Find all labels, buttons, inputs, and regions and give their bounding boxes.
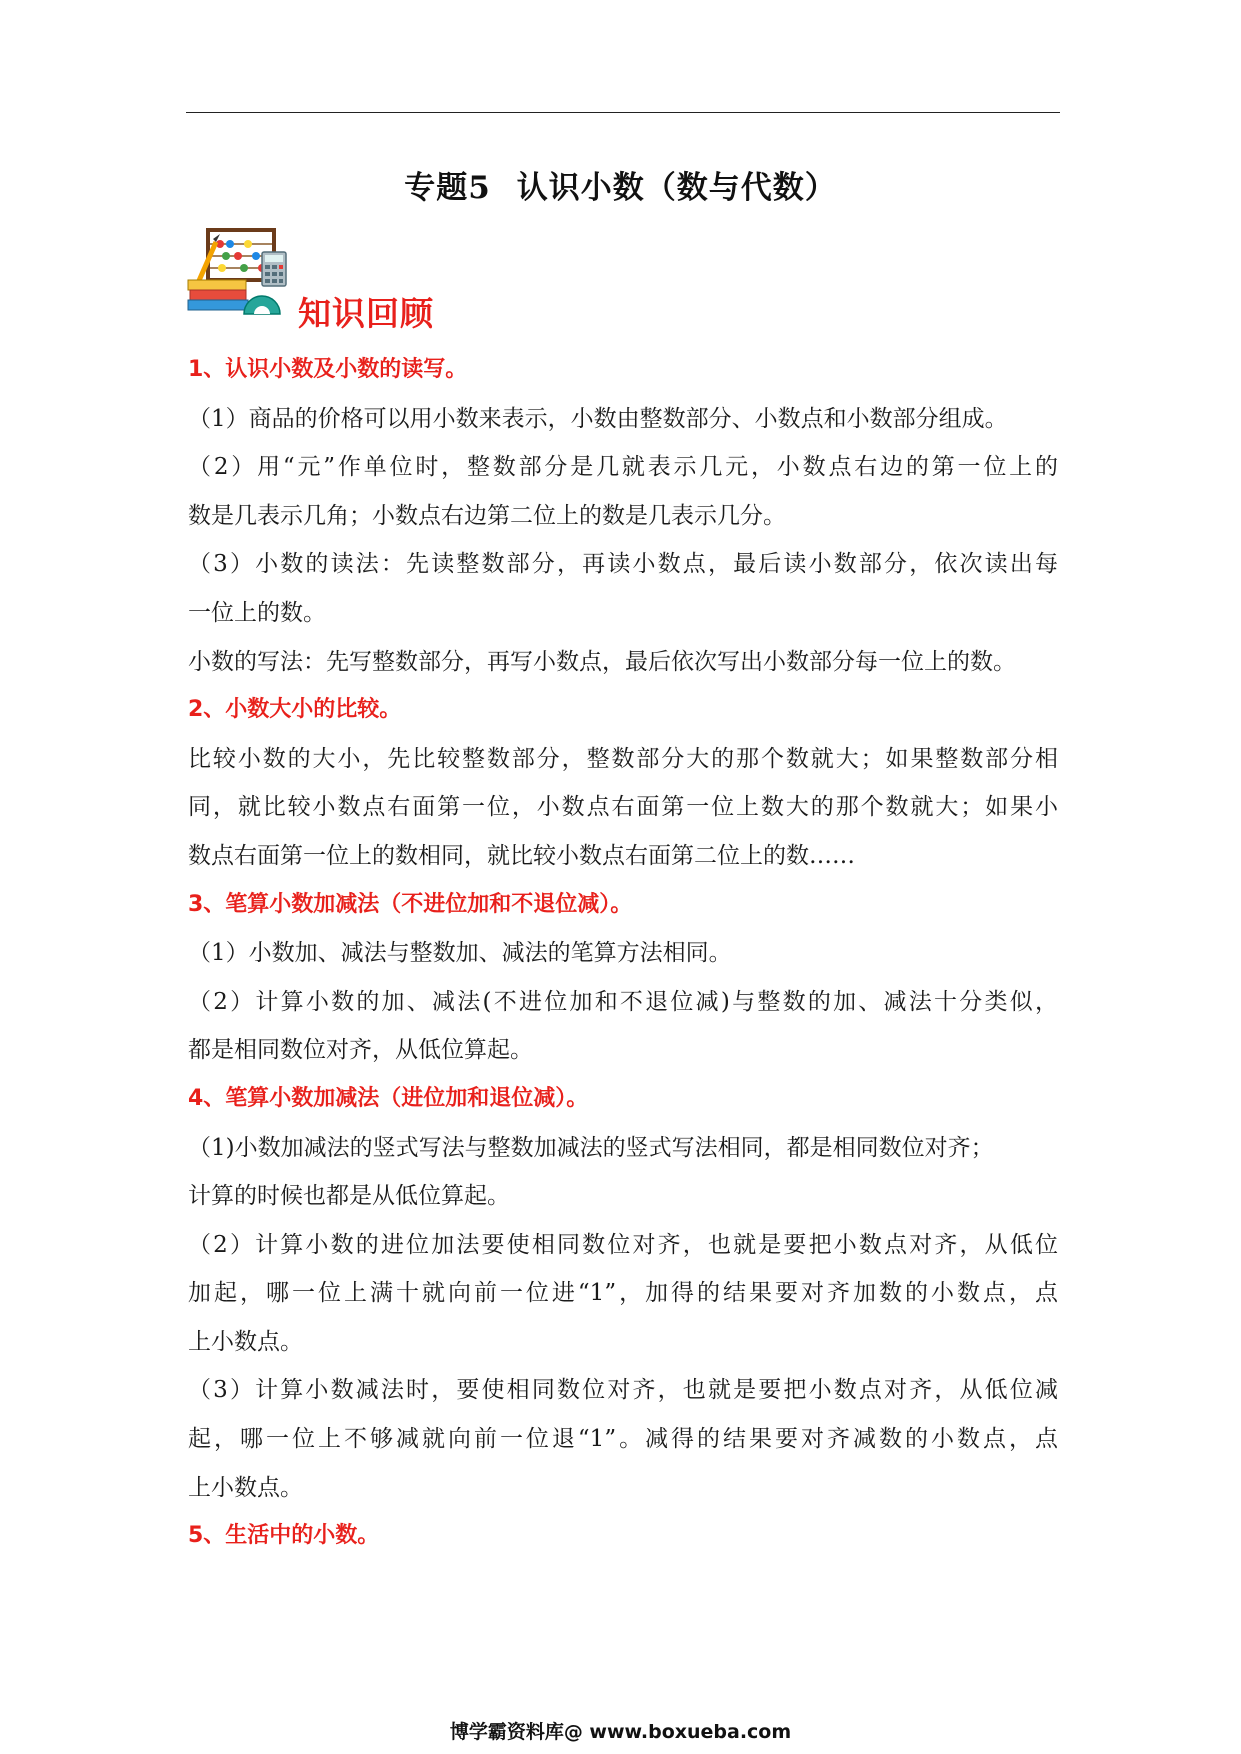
body-line: 数点右面第一位上的数相同，就比较小数点右面第二位上的数……	[188, 842, 855, 869]
section-heading: 3、笔算小数加减法（不进位加和不退位减）。	[188, 891, 633, 917]
section-heading: 1、认识小数及小数的读写。	[188, 357, 468, 382]
page-title	[0, 162, 1241, 207]
section-label: 知识回顾	[298, 294, 434, 333]
body-line: （1）小数加、减法与整数加、减法的笔算方法相同。	[188, 940, 732, 967]
body-line: （2）计算小数的进位加法要使相同数位对齐，也就是要把小数点对齐，从低位	[188, 1231, 1058, 1258]
body-line: 一位上的数。	[188, 599, 326, 626]
body-line: （2）计算小数的加、减法(不进位加和不退位减)与整数的加、减法十分类似，	[188, 988, 1058, 1015]
body-line: 起，哪一位上不够减就向前一位退“1”。减得的结果要对齐减数的小数点，点	[188, 1426, 1058, 1453]
knowledge-content	[188, 346, 1058, 1561]
body-line: 上小数点。	[188, 1328, 303, 1355]
section-header	[186, 222, 486, 332]
body-line: （3）计算小数减法时，要使相同数位对齐，也就是要把小数点对齐，从低位减	[188, 1377, 1058, 1404]
abacus-books-calculator-icon	[186, 222, 298, 322]
body-line: 上小数点。	[188, 1474, 303, 1501]
title-name: 认识小数（数与代数）	[516, 170, 837, 206]
body-line: 比较小数的大小，先比较整数部分，整数部分大的那个数就大；如果整数部分相	[188, 745, 1058, 772]
section-heading: 4、笔算小数加减法（进位加和退位减）。	[188, 1085, 589, 1111]
body-line: 小数的写法：先写整数部分，再写小数点，最后依次写出小数部分每一位上的数。	[188, 648, 1016, 675]
section-heading: 5、生活中的小数。	[188, 1523, 380, 1549]
body-line: （3）小数的读法：先读整数部分，再读小数点，最后读小数部分，依次读出每	[188, 551, 1058, 578]
body-line: （1）商品的价格可以用小数来表示，小数由整数部分、小数点和小数部分组成。	[188, 405, 1008, 432]
body-line: 加起，哪一位上满十就向前一位进“1”，加得的结果要对齐加数的小数点，点	[188, 1280, 1058, 1307]
body-line: （1)小数加减法的竖式写法与整数加减法的竖式写法相同，都是相同数位对齐；	[188, 1134, 994, 1161]
body-line: 数是几表示几角；小数点右边第二位上的数是几表示几分。	[188, 502, 786, 529]
body-line: （2）用“元”作单位时，整数部分是几就表示几元，小数点右边的第一位上的	[188, 454, 1058, 481]
header-rule	[186, 112, 1060, 113]
section-heading: 2、小数大小的比较。	[188, 697, 402, 723]
body-line: 都是相同数位对齐，从低位算起。	[188, 1037, 533, 1064]
footer-watermark: 博学霸资料库@ www.boxueba.com	[449, 1721, 792, 1743]
body-line: 同，就比较小数点右面第一位，小数点右面第一位上数大的那个数就大；如果小	[188, 794, 1058, 821]
title-topic: 专题5	[404, 170, 491, 206]
body-line: 计算的时候也都是从低位算起。	[188, 1183, 510, 1210]
